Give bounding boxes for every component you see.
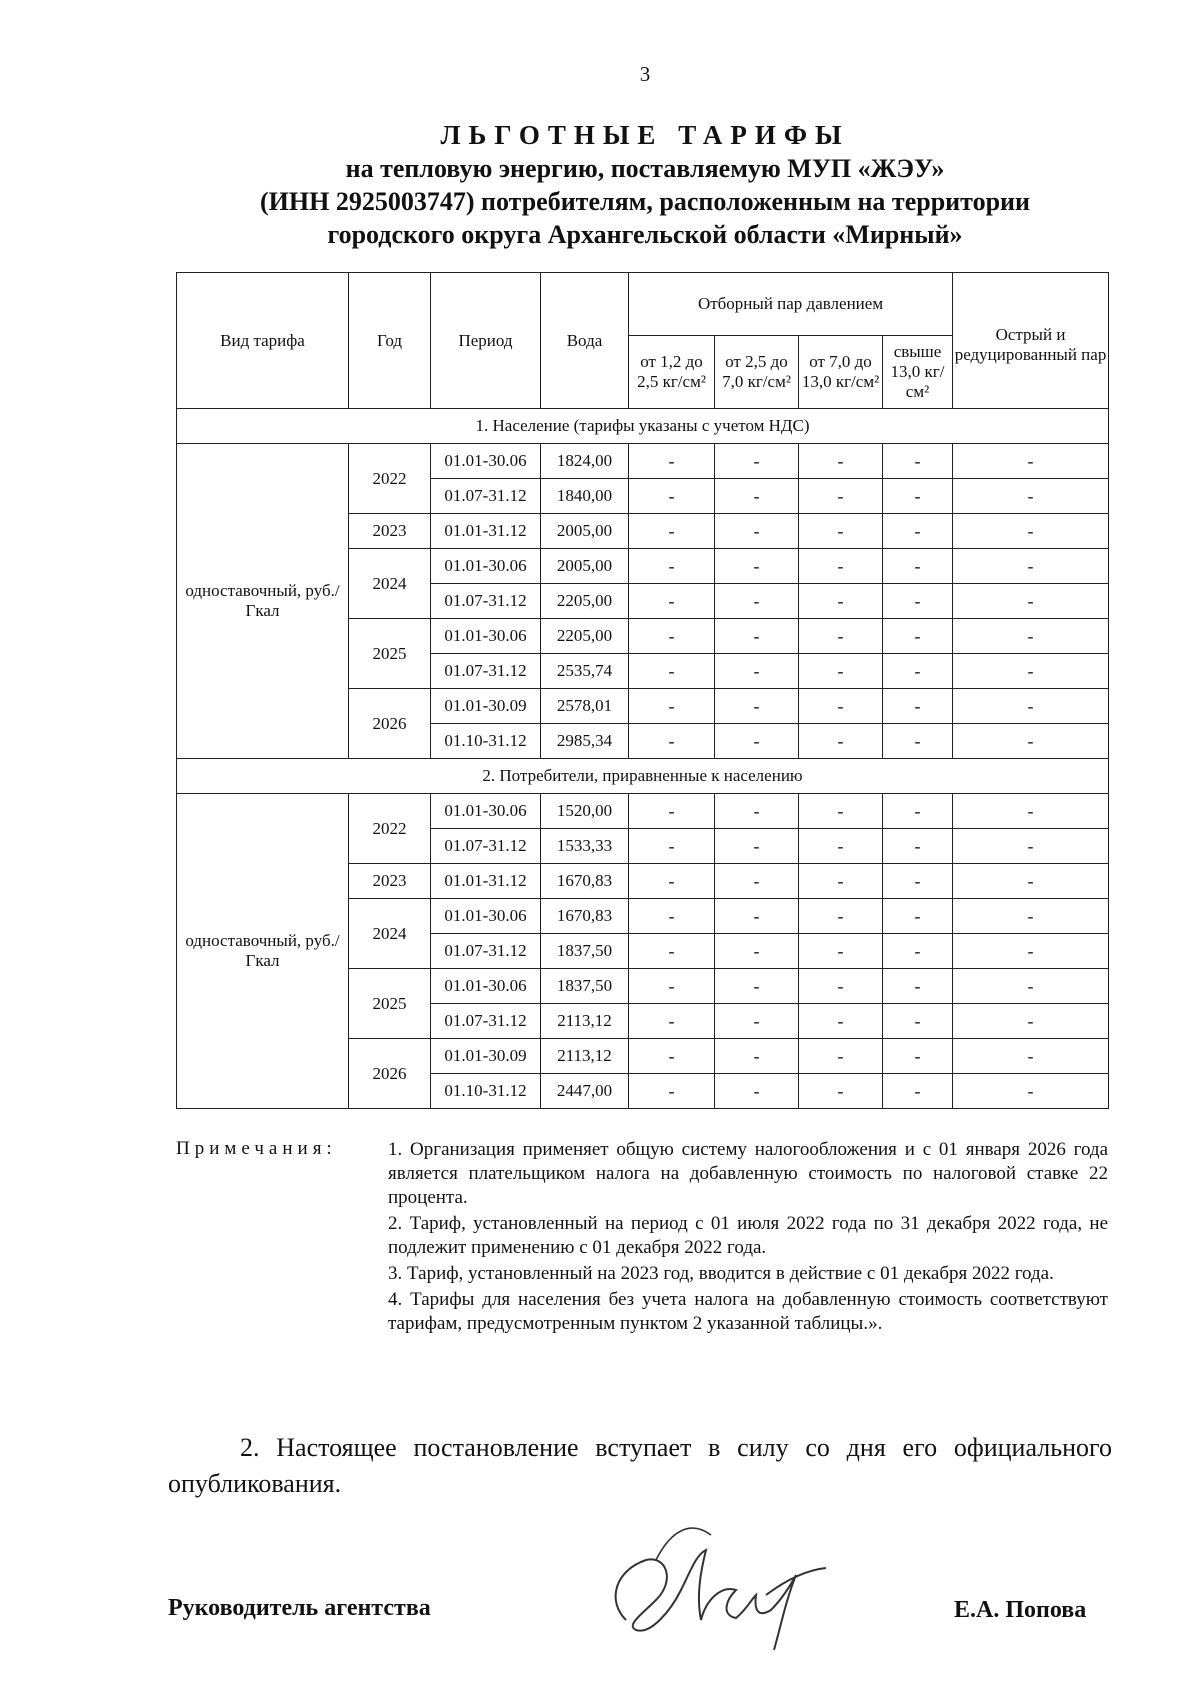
empty-tariff-cell: -: [799, 829, 883, 864]
empty-tariff-cell: -: [629, 864, 715, 899]
year-cell: 2025: [349, 619, 431, 689]
empty-tariff-cell: -: [799, 689, 883, 724]
empty-tariff-cell: -: [799, 1039, 883, 1074]
year-cell: 2026: [349, 1039, 431, 1109]
empty-tariff-cell: -: [629, 619, 715, 654]
empty-tariff-cell: -: [715, 514, 799, 549]
empty-tariff-cell: -: [629, 1074, 715, 1109]
period-cell: 01.01-30.06: [431, 444, 541, 479]
empty-tariff-cell: -: [715, 934, 799, 969]
header-sharp-steam: Острый и редуцированный пар: [953, 273, 1109, 409]
empty-tariff-cell: -: [629, 689, 715, 724]
empty-tariff-cell: -: [629, 934, 715, 969]
header-pressure-1: от 1,2 до 2,5 кг/см²: [629, 336, 715, 409]
year-cell: 2022: [349, 794, 431, 864]
empty-tariff-cell: -: [799, 1004, 883, 1039]
period-cell: 01.01-31.12: [431, 864, 541, 899]
tariff-type-cell: одноставочный, руб./Гкал: [177, 444, 349, 759]
year-cell: 2026: [349, 689, 431, 759]
empty-tariff-cell: -: [883, 654, 953, 689]
empty-tariff-cell: -: [629, 479, 715, 514]
header-year: Год: [349, 273, 431, 409]
empty-tariff-cell: -: [715, 689, 799, 724]
empty-tariff-cell: -: [883, 724, 953, 759]
header-water: Вода: [541, 273, 629, 409]
header-pressure-3: от 7,0 до 13,0 кг/см²: [799, 336, 883, 409]
note-item: 3. Тариф, установленный на 2023 год, вводится в действие с 01 декабря 2022 года.: [388, 1263, 1054, 1284]
empty-tariff-cell: -: [715, 829, 799, 864]
empty-tariff-cell: -: [629, 794, 715, 829]
empty-tariff-cell: -: [799, 444, 883, 479]
period-cell: 01.10-31.12: [431, 724, 541, 759]
title-line-3: городского округа Архангельской области «Мирный»: [327, 220, 963, 249]
empty-tariff-cell: -: [799, 619, 883, 654]
empty-tariff-cell: -: [953, 444, 1109, 479]
period-cell: 01.01-30.09: [431, 689, 541, 724]
note-item: 2. Тариф, установленный на период с 01 июля 2022 года по 31 декабря 2022 года, не подлежит применению с 01 декабря 2022 года.: [388, 1213, 1108, 1258]
water-tariff-cell: 2005,00: [541, 514, 629, 549]
empty-tariff-cell: -: [715, 794, 799, 829]
empty-tariff-cell: -: [715, 1039, 799, 1074]
header-pressure-4: свыше 13,0 кг/см²: [883, 336, 953, 409]
empty-tariff-cell: -: [883, 444, 953, 479]
period-cell: 01.01-30.06: [431, 899, 541, 934]
notes-label: Примечания:: [176, 1138, 337, 1159]
empty-tariff-cell: -: [883, 479, 953, 514]
empty-tariff-cell: -: [953, 724, 1109, 759]
empty-tariff-cell: -: [883, 899, 953, 934]
water-tariff-cell: 2113,12: [541, 1004, 629, 1039]
water-tariff-cell: 2113,12: [541, 1039, 629, 1074]
water-tariff-cell: 2447,00: [541, 1074, 629, 1109]
empty-tariff-cell: -: [629, 829, 715, 864]
year-cell: 2025: [349, 969, 431, 1039]
tariff-table: [176, 272, 1109, 1109]
period-cell: 01.07-31.12: [431, 1004, 541, 1039]
empty-tariff-cell: -: [629, 969, 715, 1004]
table-row: [177, 794, 1109, 829]
header-tariff-type: Вид тарифа: [177, 273, 349, 409]
empty-tariff-cell: -: [883, 1039, 953, 1074]
empty-tariff-cell: -: [715, 549, 799, 584]
water-tariff-cell: 1840,00: [541, 479, 629, 514]
empty-tariff-cell: -: [953, 794, 1109, 829]
empty-tariff-cell: -: [953, 1039, 1109, 1074]
effect-clause: 2. Настоящее постановление вступает в силу со дня его официального опубликования.: [168, 1433, 1112, 1498]
period-cell: 01.07-31.12: [431, 654, 541, 689]
empty-tariff-cell: -: [629, 1004, 715, 1039]
period-cell: 01.01-30.06: [431, 969, 541, 1004]
period-cell: 01.07-31.12: [431, 479, 541, 514]
empty-tariff-cell: -: [715, 1074, 799, 1109]
water-tariff-cell: 1837,50: [541, 969, 629, 1004]
empty-tariff-cell: -: [953, 479, 1109, 514]
empty-tariff-cell: -: [799, 934, 883, 969]
empty-tariff-cell: -: [799, 549, 883, 584]
empty-tariff-cell: -: [953, 549, 1109, 584]
year-cell: 2022: [349, 444, 431, 514]
water-tariff-cell: 2205,00: [541, 584, 629, 619]
empty-tariff-cell: -: [799, 899, 883, 934]
page-number: 3: [639, 62, 651, 86]
empty-tariff-cell: -: [715, 444, 799, 479]
empty-tariff-cell: -: [883, 1004, 953, 1039]
empty-tariff-cell: -: [715, 479, 799, 514]
period-cell: 01.01-30.06: [431, 794, 541, 829]
header-steam-group: Отборный пар давлением: [629, 273, 953, 336]
water-tariff-cell: 1670,83: [541, 864, 629, 899]
water-tariff-cell: 1533,33: [541, 829, 629, 864]
empty-tariff-cell: -: [953, 969, 1109, 1004]
section-title: 1. Население (тарифы указаны с учетом НДС): [177, 409, 1109, 444]
empty-tariff-cell: -: [953, 584, 1109, 619]
empty-tariff-cell: -: [883, 619, 953, 654]
header-pressure-2: от 2,5 до 7,0 кг/см²: [715, 336, 799, 409]
empty-tariff-cell: -: [799, 514, 883, 549]
water-tariff-cell: 1837,50: [541, 934, 629, 969]
title-line-2: (ИНН 2925003747) потребителям, расположенным на территории: [259, 187, 1030, 216]
empty-tariff-cell: -: [953, 899, 1109, 934]
period-cell: 01.01-30.06: [431, 549, 541, 584]
note-item: 1. Организация применяет общую систему налогообложения и с 01 января 2026 года является плательщиком налога на добавленную стоимость по налоговой ставке 22 процента.: [388, 1139, 1108, 1208]
empty-tariff-cell: -: [629, 514, 715, 549]
empty-tariff-cell: -: [883, 969, 953, 1004]
empty-tariff-cell: -: [629, 654, 715, 689]
water-tariff-cell: 2535,74: [541, 654, 629, 689]
empty-tariff-cell: -: [629, 724, 715, 759]
empty-tariff-cell: -: [883, 549, 953, 584]
empty-tariff-cell: -: [953, 654, 1109, 689]
header-period: Период: [431, 273, 541, 409]
empty-tariff-cell: -: [953, 619, 1109, 654]
section-title: 2. Потребители, приравненные к населению: [177, 759, 1109, 794]
empty-tariff-cell: -: [953, 864, 1109, 899]
empty-tariff-cell: -: [799, 584, 883, 619]
handwritten-signature: [596, 1500, 836, 1660]
empty-tariff-cell: -: [883, 794, 953, 829]
empty-tariff-cell: -: [629, 899, 715, 934]
empty-tariff-cell: -: [883, 514, 953, 549]
water-tariff-cell: 2005,00: [541, 549, 629, 584]
empty-tariff-cell: -: [799, 724, 883, 759]
table-row: [177, 444, 1109, 479]
empty-tariff-cell: -: [715, 899, 799, 934]
empty-tariff-cell: -: [715, 584, 799, 619]
empty-tariff-cell: -: [629, 549, 715, 584]
signatory-role: Руководитель агентства: [168, 1595, 431, 1621]
empty-tariff-cell: -: [883, 584, 953, 619]
empty-tariff-cell: -: [715, 969, 799, 1004]
empty-tariff-cell: -: [799, 654, 883, 689]
period-cell: 01.01-30.09: [431, 1039, 541, 1074]
empty-tariff-cell: -: [883, 1074, 953, 1109]
year-cell: 2023: [349, 514, 431, 549]
empty-tariff-cell: -: [953, 514, 1109, 549]
period-cell: 01.07-31.12: [431, 584, 541, 619]
note-item: 4. Тарифы для населения без учета налога на добавленную стоимость соответствуют тарифам, предусмотренным пунктом 2 указанной таблицы.».: [388, 1289, 1108, 1334]
period-cell: 01.01-31.12: [431, 514, 541, 549]
empty-tariff-cell: -: [953, 829, 1109, 864]
period-cell: 01.10-31.12: [431, 1074, 541, 1109]
empty-tariff-cell: -: [799, 969, 883, 1004]
empty-tariff-cell: -: [953, 1074, 1109, 1109]
empty-tariff-cell: -: [883, 829, 953, 864]
empty-tariff-cell: -: [953, 934, 1109, 969]
water-tariff-cell: 2205,00: [541, 619, 629, 654]
title-main: ЛЬГОТНЫЕ ТАРИФЫ: [440, 120, 850, 150]
empty-tariff-cell: -: [629, 444, 715, 479]
signatory-name: Е.А. Попова: [954, 1597, 1087, 1623]
empty-tariff-cell: -: [799, 864, 883, 899]
empty-tariff-cell: -: [629, 1039, 715, 1074]
water-tariff-cell: 2578,01: [541, 689, 629, 724]
document-title: [150, 118, 1140, 251]
empty-tariff-cell: -: [715, 1004, 799, 1039]
period-cell: 01.07-31.12: [431, 934, 541, 969]
empty-tariff-cell: -: [715, 724, 799, 759]
empty-tariff-cell: -: [883, 689, 953, 724]
water-tariff-cell: 2985,34: [541, 724, 629, 759]
empty-tariff-cell: -: [799, 479, 883, 514]
empty-tariff-cell: -: [799, 794, 883, 829]
year-cell: 2024: [349, 899, 431, 969]
period-cell: 01.07-31.12: [431, 829, 541, 864]
year-cell: 2024: [349, 549, 431, 619]
empty-tariff-cell: -: [715, 654, 799, 689]
water-tariff-cell: 1670,83: [541, 899, 629, 934]
tariff-type-cell: одноставочный, руб./Гкал: [177, 794, 349, 1109]
empty-tariff-cell: -: [953, 1004, 1109, 1039]
water-tariff-cell: 1520,00: [541, 794, 629, 829]
empty-tariff-cell: -: [715, 619, 799, 654]
notes-list: [388, 1138, 1108, 1338]
tariff-table-body: [177, 409, 1109, 1109]
water-tariff-cell: 1824,00: [541, 444, 629, 479]
year-cell: 2023: [349, 864, 431, 899]
empty-tariff-cell: -: [953, 689, 1109, 724]
empty-tariff-cell: -: [715, 864, 799, 899]
title-line-1: на тепловую энергию, поставляемую МУП «ЖЭУ»: [345, 154, 945, 183]
empty-tariff-cell: -: [883, 934, 953, 969]
empty-tariff-cell: -: [629, 584, 715, 619]
empty-tariff-cell: -: [883, 864, 953, 899]
empty-tariff-cell: -: [799, 1074, 883, 1109]
period-cell: 01.01-30.06: [431, 619, 541, 654]
